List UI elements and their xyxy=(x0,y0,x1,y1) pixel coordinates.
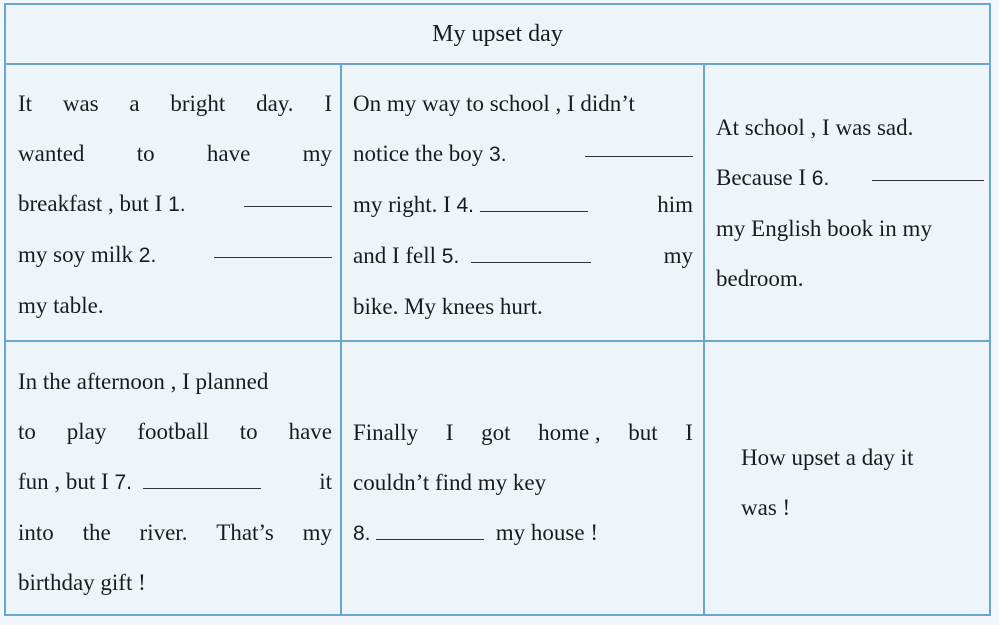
cell-1-line-4: my soy milk 2. xyxy=(18,230,332,281)
cell-1-line-1: It was a bright day. I xyxy=(18,91,332,116)
cell-2-line-3: my right. I 4. him xyxy=(353,180,693,231)
cell-4-line-3: fun , but I 7. it xyxy=(18,457,332,508)
blank-number-4: 4. xyxy=(456,194,475,217)
blank-number-7: 7. xyxy=(114,471,132,494)
cell-2-line-4: and I fell 5. my xyxy=(353,231,693,282)
cell-4-line-1: In the afternoon , I planned xyxy=(18,369,269,394)
cell-breakfast xyxy=(18,79,332,331)
cell-finally-home xyxy=(353,408,693,559)
blank-number-5: 5. xyxy=(441,245,460,268)
blank-number-1: 1. xyxy=(168,193,186,216)
cell-3-line-4: bedroom. xyxy=(716,266,804,291)
answer-blank-3[interactable] xyxy=(585,129,693,157)
cell-3-line-1: At school , I was sad. xyxy=(716,115,914,140)
cell-4-line-5: birthday gift ! xyxy=(18,570,146,595)
cell-6-line-2: was ! xyxy=(741,495,791,520)
cell-1-line-2: wanted to have my xyxy=(18,141,332,166)
cell-4-line-2: to play football to have xyxy=(18,419,332,444)
answer-blank-2[interactable] xyxy=(214,230,332,258)
answer-blank-7[interactable] xyxy=(143,461,261,489)
table-title: My upset day xyxy=(6,5,989,65)
cell-5-line-1: Finally I got home , but I xyxy=(353,420,693,445)
cell-afternoon-football xyxy=(18,357,332,608)
row-divider xyxy=(6,340,989,342)
answer-blank-4[interactable] xyxy=(480,184,588,212)
cell-1-line-5: my table. xyxy=(18,293,104,318)
answer-blank-6[interactable] xyxy=(872,153,984,181)
blank-number-6: 6. xyxy=(811,167,830,190)
cell-3-line-2: Because I 6. xyxy=(716,153,984,204)
answer-blank-1[interactable] xyxy=(244,179,332,207)
column-divider-2 xyxy=(703,63,705,614)
cell-2-line-5: bike. My knees hurt. xyxy=(353,294,543,319)
cell-3-line-3: my English book in my xyxy=(716,216,932,241)
column-divider-1 xyxy=(340,63,342,614)
cell-2-line-1: On my way to school , I didn’t xyxy=(353,91,635,116)
answer-blank-8[interactable] xyxy=(376,512,484,540)
cell-conclusion xyxy=(741,433,981,533)
blank-number-8: 8. xyxy=(353,522,371,545)
cell-6-line-1: How upset a day it xyxy=(741,445,914,470)
cell-1-line-3: breakfast , but I 1. xyxy=(18,179,332,230)
blank-number-3: 3. xyxy=(489,143,507,166)
cell-4-line-4: into the river. That’s my xyxy=(18,520,332,545)
blank-number-2: 2. xyxy=(138,244,157,267)
answer-blank-5[interactable] xyxy=(471,235,591,263)
cell-5-line-3: 8. my house ! xyxy=(353,508,693,559)
cell-at-school xyxy=(716,103,984,304)
cell-2-line-2: notice the boy 3. xyxy=(353,129,693,180)
cell-way-to-school xyxy=(353,79,693,332)
worksheet-table xyxy=(4,3,991,616)
cell-5-line-2: couldn’t find my key xyxy=(353,470,547,495)
